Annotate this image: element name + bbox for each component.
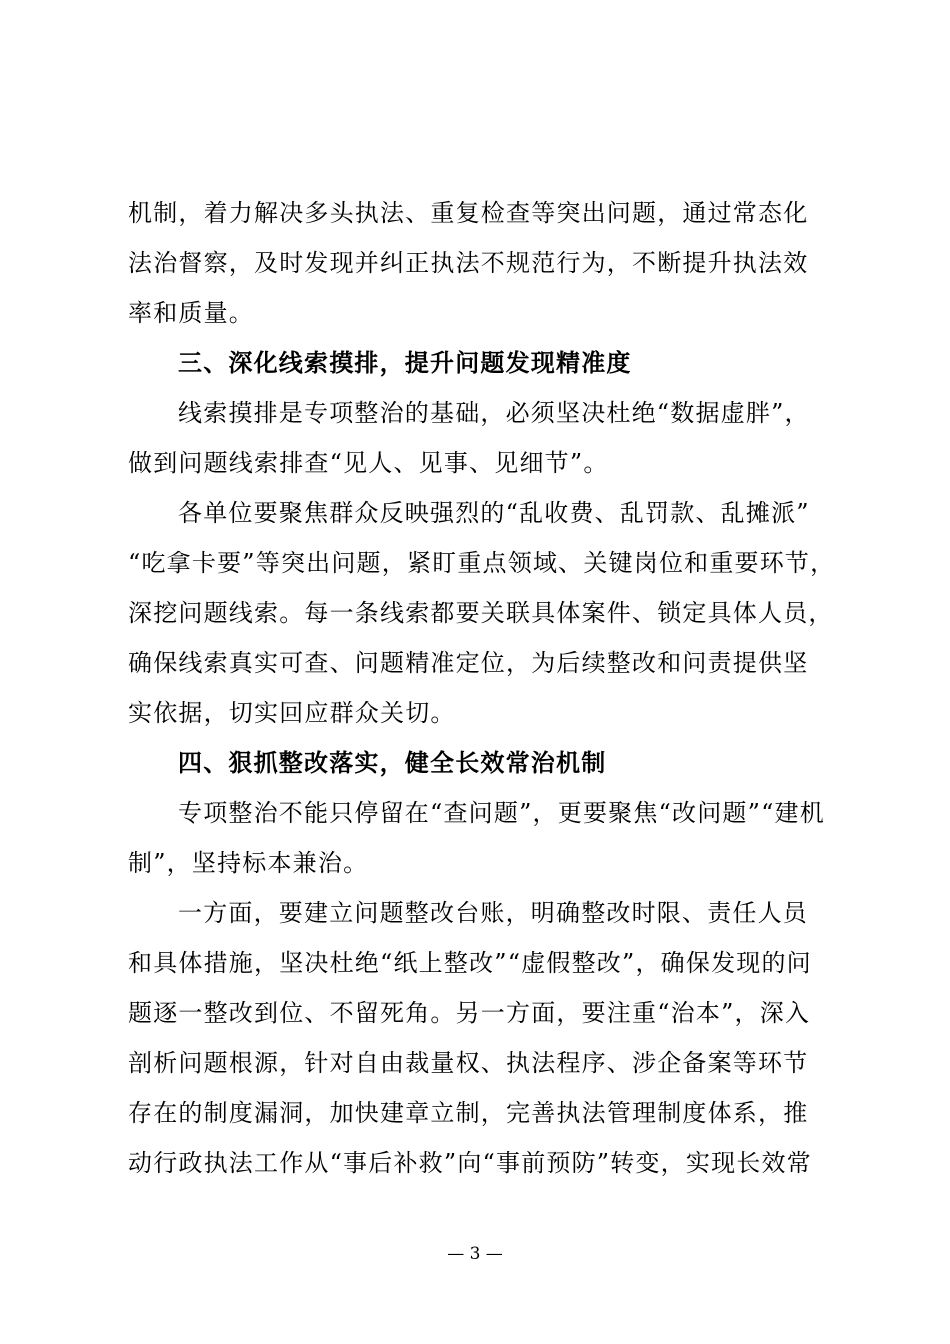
section-heading <box>128 338 828 388</box>
text-line: 一方面，要建立问题整改台账，明确整改时限、责任人员 <box>178 899 808 927</box>
text-line: 制”，坚持标本兼治。 <box>128 849 369 877</box>
document-body <box>128 188 836 1188</box>
page-number: — 3 — <box>447 1244 503 1264</box>
text-line: 率和质量。 <box>128 299 254 327</box>
text-line: 专项整治不能只停留在“查问题”，更要聚焦“改问题”“建机 <box>178 799 825 827</box>
heading-text: 四、狠抓整改落实，健全长效常治机制 <box>178 749 607 777</box>
text-line: 各单位要聚焦群众反映强烈的“乱收费、乱罚款、乱摊派” <box>178 499 810 527</box>
text-line: “吃拿卡要”等突出问题，紧盯重点领域、关键岗位和重要环节， <box>128 549 836 577</box>
text-line: 实依据，切实回应群众关切。 <box>128 699 456 727</box>
paragraph <box>128 188 828 338</box>
section-heading <box>128 738 828 788</box>
text-line: 确保线索真实可查、问题精准定位，为后续整改和问责提供坚 <box>128 649 809 677</box>
text-line: 深挖问题线索。每一条线索都要关联具体案件、锁定具体人员， <box>128 599 834 627</box>
text-line: 剖析问题根源，针对自由裁量权、执法程序、涉企备案等环节 <box>128 1049 809 1077</box>
paragraph <box>128 388 828 488</box>
text-line: 和具体措施，坚决杜绝“纸上整改”“虚假整改”，确保发现的问 <box>128 949 812 977</box>
text-line: 法治督察，及时发现并纠正执法不规范行为，不断提升执法效 <box>128 249 809 277</box>
paragraph <box>128 788 828 888</box>
text-line: 线索摸排是专项整治的基础，必须坚决杜绝“数据虚胖”， <box>178 399 810 427</box>
heading-text: 三、深化线索摸排，提升问题发现精准度 <box>178 349 632 377</box>
text-line: 做到问题线索排查“见人、见事、见细节”。 <box>128 449 609 477</box>
text-line: 存在的制度漏洞，加快建章立制，完善执法管理制度体系，推 <box>128 1099 809 1127</box>
text-line: 机制，着力解决多头执法、重复检查等突出问题，通过常态化 <box>128 199 809 227</box>
text-line: 动行政执法工作从“事后补救”向“事前预防”转变，实现长效常 <box>128 1149 812 1177</box>
paragraph <box>128 488 836 738</box>
paragraph <box>128 888 828 1188</box>
text-line: 题逐一整改到位、不留死角。另一方面，要注重“治本”，深入 <box>128 999 811 1027</box>
